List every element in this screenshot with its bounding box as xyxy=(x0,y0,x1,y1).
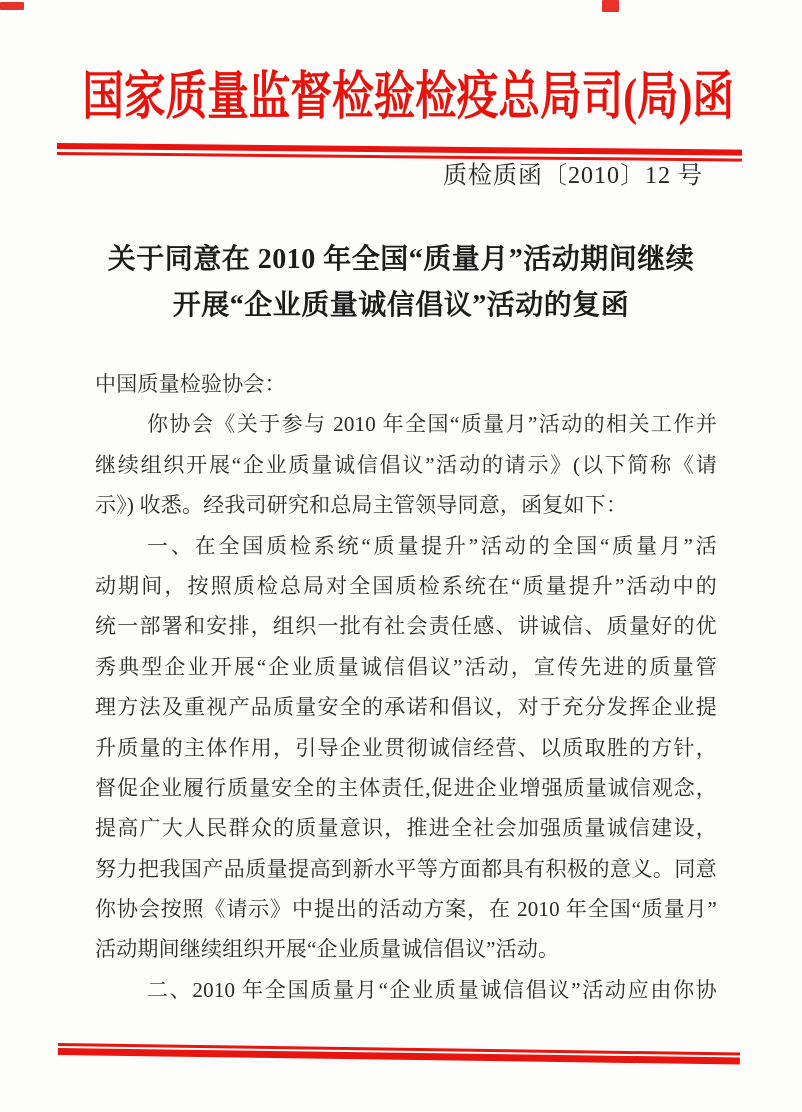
body-line: 动期间，按照质检总局对全国质检系统在“质量提升”活动中的 xyxy=(95,573,717,598)
top-double-rule xyxy=(57,143,742,162)
body-line: 活动期间继续组织开展“企业质量诚信倡议”活动。 xyxy=(95,937,560,962)
body-line: 你协会《关于参与 2010 年全国“质量月”活动的相关工作并 xyxy=(147,412,717,437)
document-body xyxy=(95,364,717,1010)
body-line: 继续组织开展“企业质量诚信倡议”活动的请示》(以下简称《请 xyxy=(95,452,717,477)
scan-artifact-top-center xyxy=(602,0,619,12)
document-title-line1: 关于同意在 2010 年全国“质量月”活动期间继续 xyxy=(107,244,695,275)
body-line: 秀典型企业开展“企业质量诚信倡议”活动，宣传先进的质量管 xyxy=(95,654,717,679)
body-line: 升质量的主体作用，引导企业贯彻诚信经营、以质取胜的方针， xyxy=(95,735,717,760)
bottom-double-rule xyxy=(58,1043,740,1065)
body-line: 理方法及重视产品质量安全的承诺和倡议，对于充分发挥企业提 xyxy=(95,695,717,720)
body-line: 统一部署和安排，组织一批有社会责任感、讲诚信、质量好的优 xyxy=(95,614,717,639)
document-number: 质检质函〔2010〕12 号 xyxy=(443,163,703,189)
body-line: 你协会按照《请示》中提出的活动方案，在 2010 年全国“质量月” xyxy=(95,897,717,922)
scan-artifact-top-left xyxy=(0,2,24,10)
document-title xyxy=(0,237,802,329)
body-line: 一、在全国质检系统“质量提升”活动的全国“质量月”活 xyxy=(147,533,717,558)
body-line: 示》) 收悉。经我司研究和总局主管领导同意，函复如下： xyxy=(95,493,628,518)
body-line: 提高广大人民群众的质量意识，推进全社会加强质量诚信建设， xyxy=(95,816,717,841)
body-line: 督促企业履行质量安全的主体责任,促进企业增强质量诚信观念， xyxy=(95,775,717,800)
body-line: 二、2010 年全国质量月“企业质量诚信倡议”活动应由你协 xyxy=(147,977,717,1002)
body-line: 努力把我国产品质量提高到新水平等方面都具有积极的意义。同意 xyxy=(95,856,717,881)
document-title-line2: 开展“企业质量诚信倡议”活动的复函 xyxy=(172,290,630,321)
letterhead-title: 国家质量监督检验检疫总局司(局)函 xyxy=(82,69,735,126)
body-line: 中国质量检验协会： xyxy=(95,372,286,396)
